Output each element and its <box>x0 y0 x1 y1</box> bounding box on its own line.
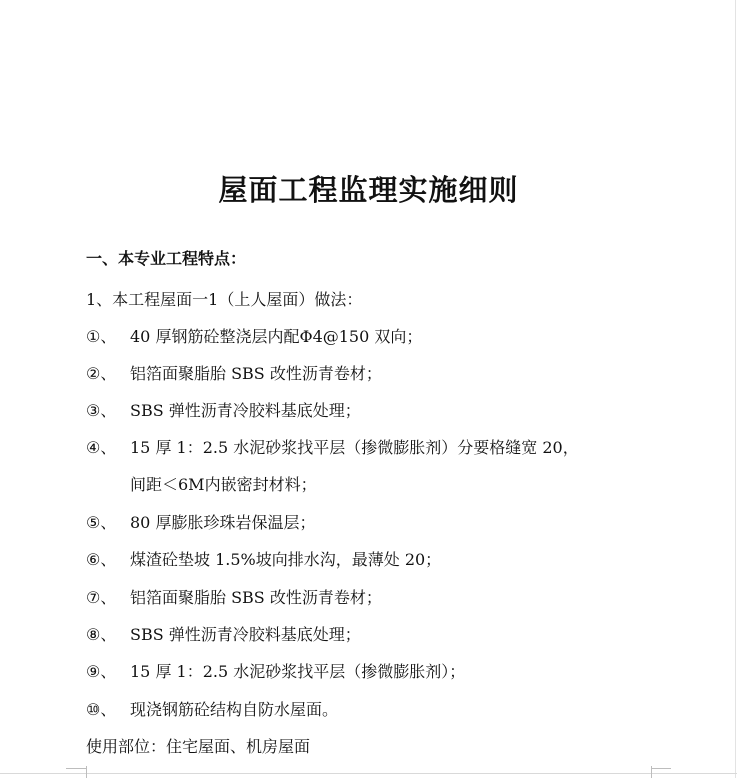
item-marker: ⑨、 <box>86 662 117 681</box>
list-item <box>86 697 338 720</box>
intro-line: 1、本工程屋面一1（上人屋面）做法： <box>86 290 363 309</box>
crop-mark-bottom-right <box>651 768 671 769</box>
item-text: 40 厚钢筋砼整浇层内配Φ4@150 双向； <box>130 327 423 346</box>
item-text: 煤渣砼垫坡 1.5%坡向排水沟，最薄处 20； <box>130 550 442 569</box>
list-item <box>86 435 579 458</box>
document-title: 屋面工程监理实施细则 <box>218 173 519 207</box>
item-text: SBS 弹性沥青冷胶料基底处理； <box>130 401 361 420</box>
list-item <box>86 622 361 645</box>
list-item <box>86 510 315 533</box>
list-item <box>86 324 422 347</box>
item-text: 铝箔面聚脂胎 SBS 改性沥青卷材； <box>130 588 382 607</box>
item-text: 80 厚膨胀珍珠岩保温层； <box>130 513 316 532</box>
crop-mark-bottom-left <box>66 768 86 769</box>
item-text: 铝箔面聚脂胎 SBS 改性沥青卷材； <box>130 364 382 383</box>
item-text: 15 厚 1：2.5 水泥砂浆找平层（掺微膨胀剂）； <box>130 662 466 681</box>
list-item <box>86 659 465 682</box>
item-text: 现浇钢筋砼结构自防水屋面。 <box>130 700 339 719</box>
item-marker: ③、 <box>86 401 117 420</box>
list-item <box>86 547 441 570</box>
item-marker: ⑧、 <box>86 625 117 644</box>
list-item <box>86 361 382 384</box>
section-heading: 一、本专业工程特点： <box>86 249 247 268</box>
item-text: 15 厚 1：2.5 水泥砂浆找平层（掺微膨胀剂）分要格缝宽 20， <box>130 438 579 457</box>
crop-mark-bottom-right-vertical <box>651 766 652 778</box>
item-continuation-text: 间距＜6M内嵌密封材料； <box>130 475 317 494</box>
item-marker: ⑩、 <box>86 700 117 719</box>
item-marker: ①、 <box>86 327 117 346</box>
item-marker: ②、 <box>86 364 117 383</box>
usage-line: 使用部位：住宅屋面、机房屋面 <box>86 737 311 756</box>
item-marker: ⑥、 <box>86 550 117 569</box>
list-item <box>86 398 361 421</box>
item-text: SBS 弹性沥青冷胶料基底处理； <box>130 625 361 644</box>
page-bottom-edge <box>0 773 737 774</box>
page-right-edge <box>735 0 736 778</box>
item-marker: ⑤、 <box>86 513 117 532</box>
list-item <box>86 585 382 608</box>
crop-mark-bottom-left-vertical <box>86 766 87 778</box>
item-marker: ④、 <box>86 438 117 457</box>
item-marker: ⑦、 <box>86 588 117 607</box>
